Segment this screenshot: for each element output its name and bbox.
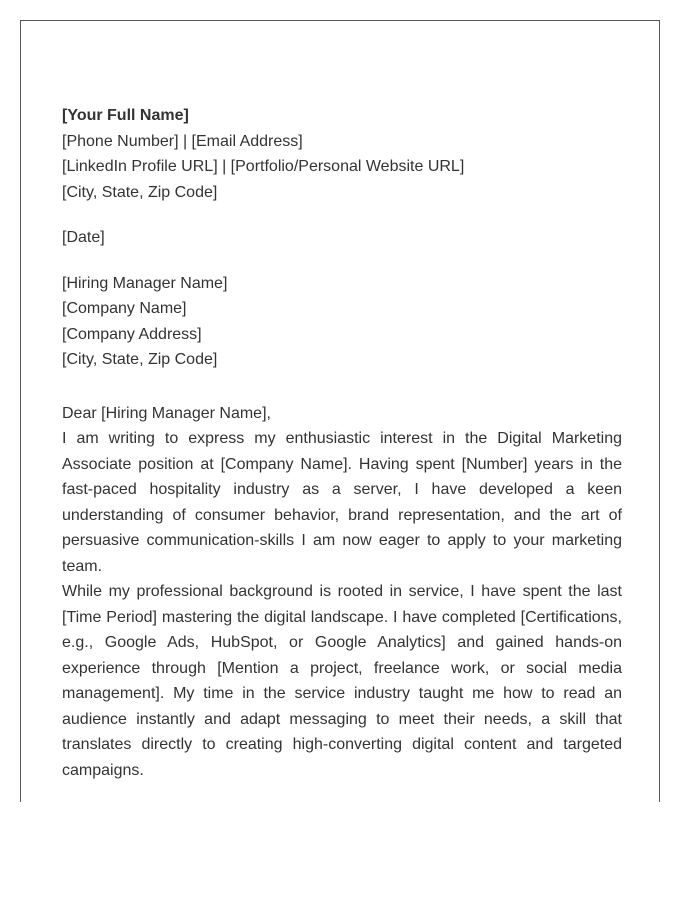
recipient-address: [Company Address]: [62, 325, 202, 343]
recipient-company: [Company Name]: [62, 300, 187, 317]
letter-body: [62, 103, 622, 783]
sender-location: [City, State, Zip Code]: [62, 183, 218, 201]
salutation-block: [62, 401, 622, 427]
sender-contact: [Phone Number] | [Email Address]: [62, 132, 303, 150]
letter-page: [20, 20, 660, 802]
paragraph-2: While my professional background is rooted in service, I have spent the last [Time Period] mastering the digital landscape. I have completed [Certifications, e.g., Google Ads, HubSpot, or Google Analytics] and gained hands-on experience through [Mention a project, freelance work, or social media management]. My time in the service industry taught me how to read an audience instantly and adapt messaging to meet their needs, a skill that translates directly to creating high-converting digital content and targeted campaigns.: [62, 583, 622, 779]
recipient-block: [62, 271, 622, 373]
recipient-manager: [Hiring Manager Name]: [62, 274, 228, 292]
sender-block: [62, 103, 622, 205]
salutation: Dear [Hiring Manager Name],: [62, 404, 271, 422]
paragraph-1: I am writing to express my enthusiastic interest in the Digital Marketing Associate position at [Company Name]. Having spent [Number] years in the fast-paced hospitality industry as a server, I have developed a keen understanding of consumer behavior, brand representation, and the art of persuasive communication-skills I am now eager to apply to your marketing team.: [62, 430, 622, 575]
sender-links: [LinkedIn Profile URL] | [Portfolio/Personal Website URL]: [62, 158, 465, 175]
recipient-location: [City, State, Zip Code]: [62, 351, 218, 368]
letter-date: [Date]: [62, 229, 105, 246]
date-block: [62, 225, 622, 251]
sender-name: [Your Full Name]: [62, 107, 189, 124]
